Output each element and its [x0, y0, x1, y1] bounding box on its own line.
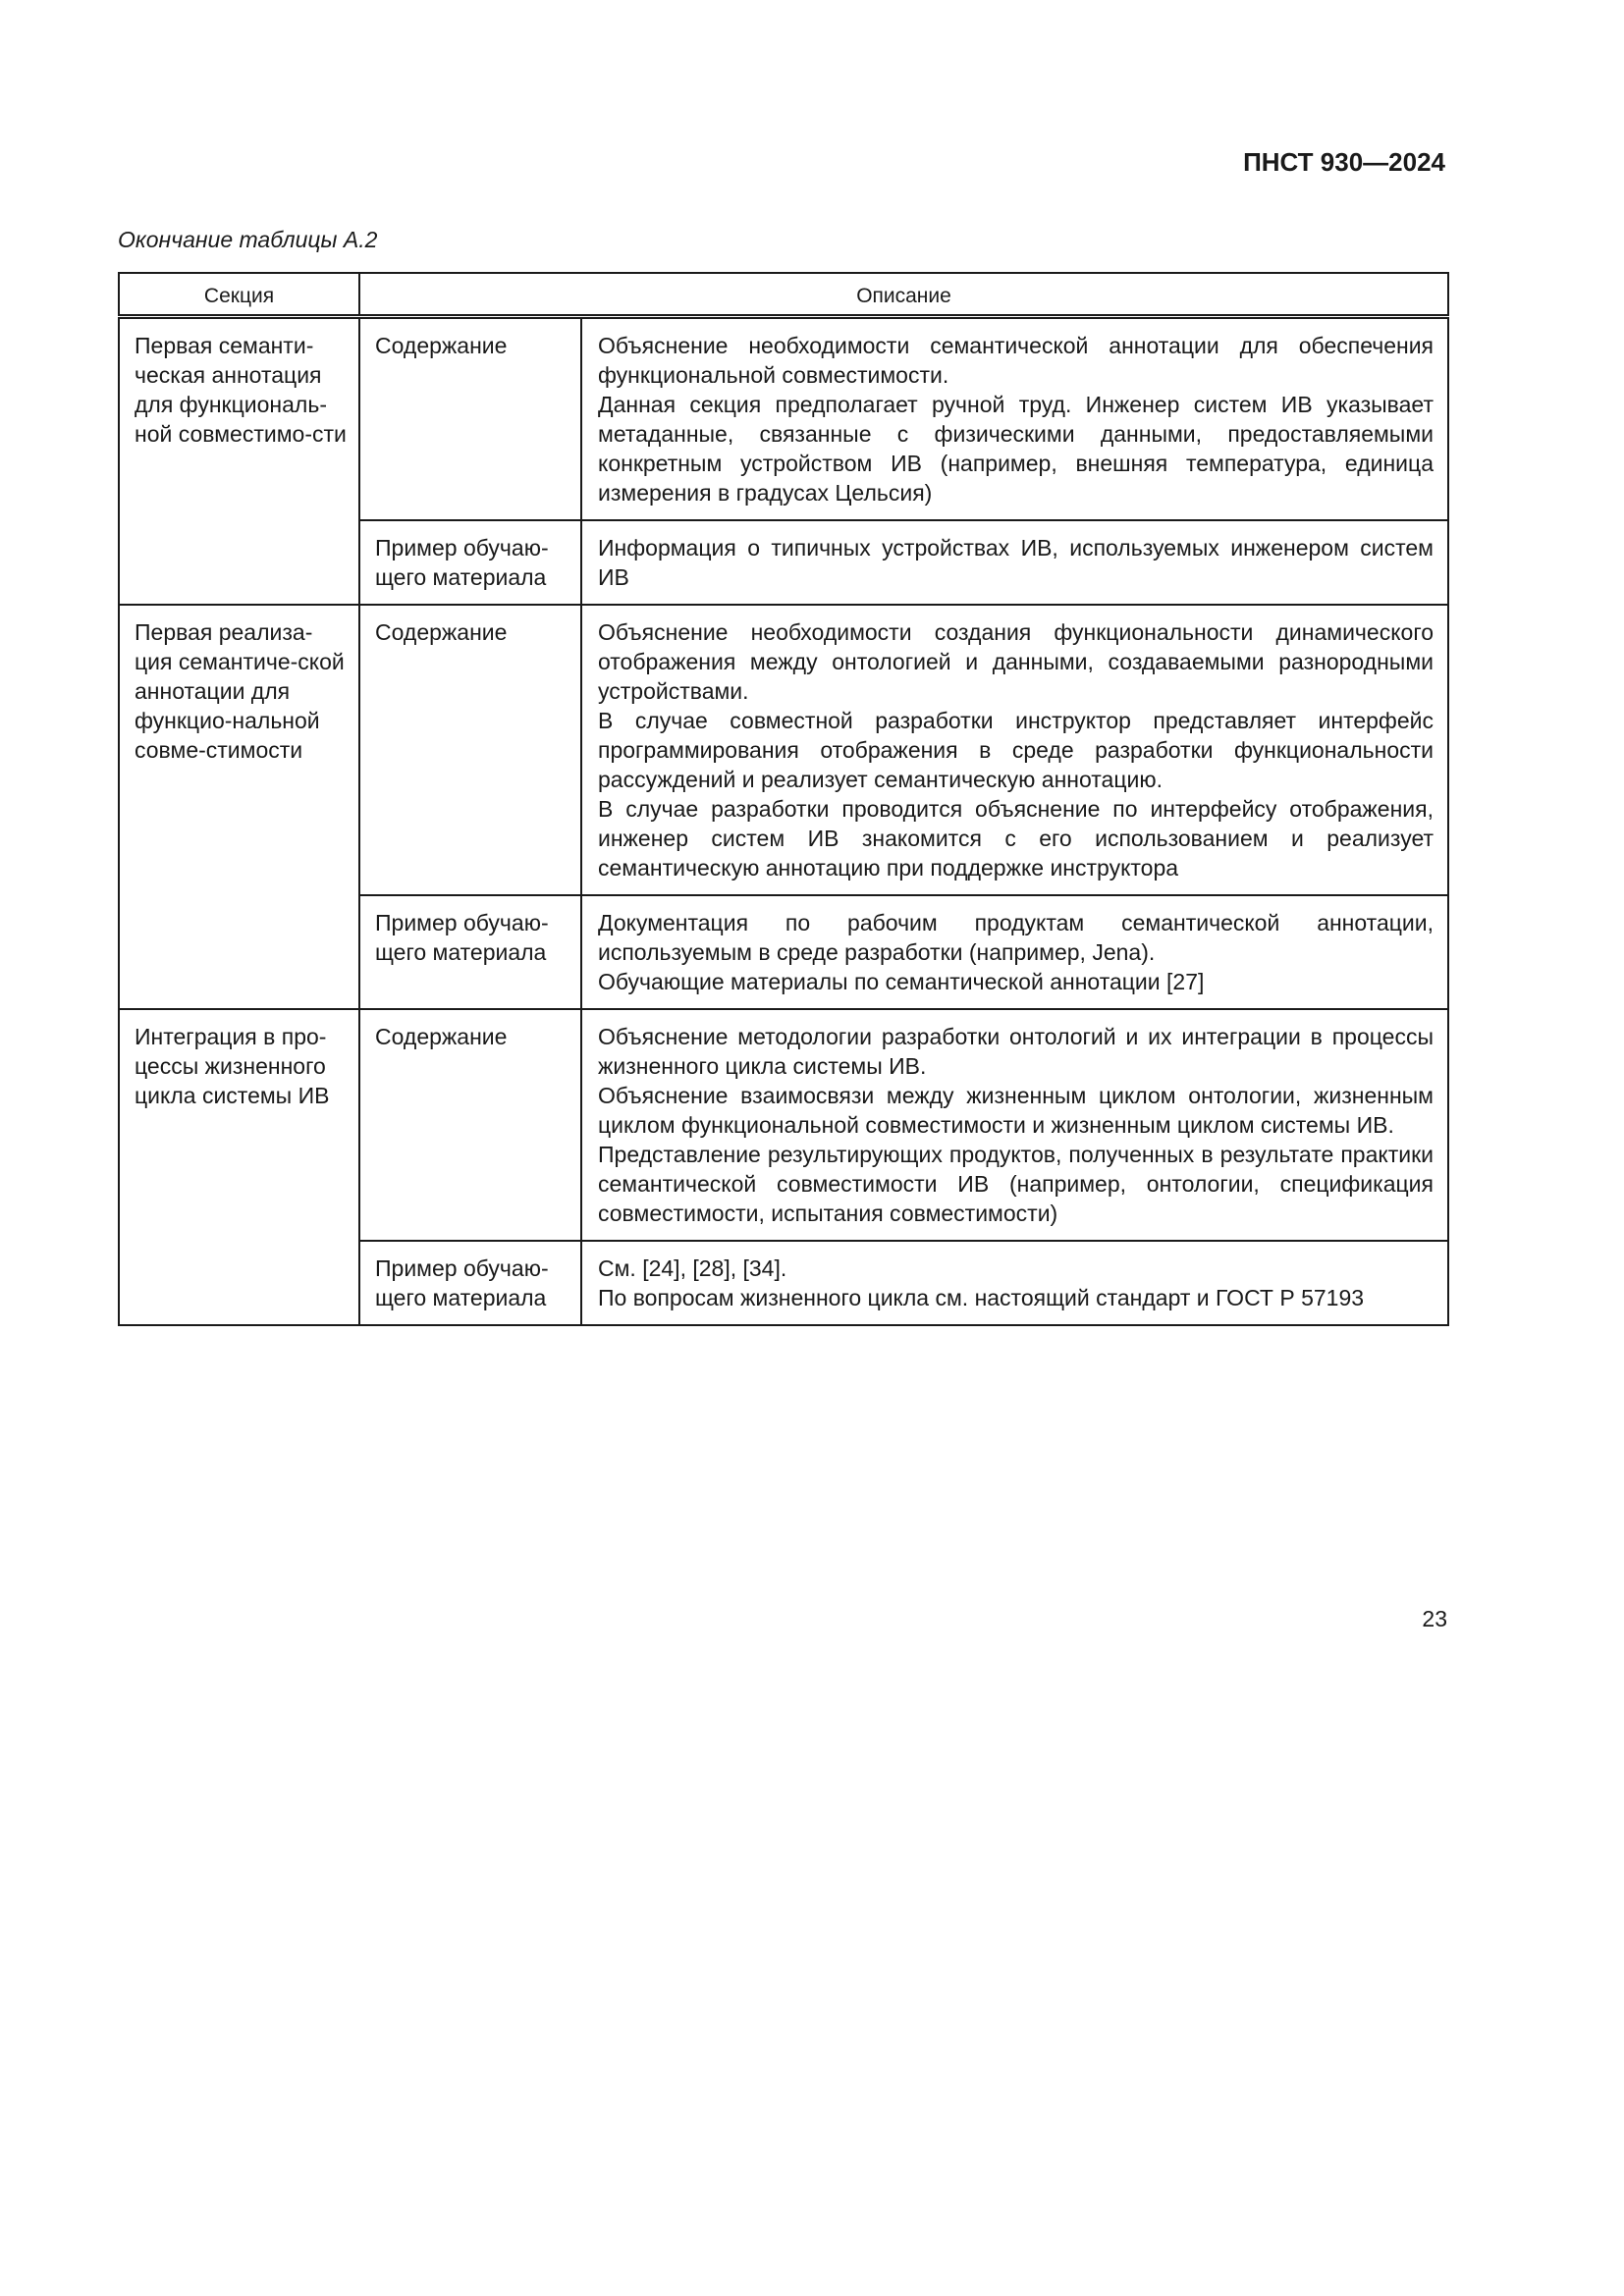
example-label: Пример обучаю-щего материала — [359, 520, 581, 605]
content-text — [581, 605, 1448, 895]
paragraph: См. [24], [28], [34]. — [598, 1255, 787, 1281]
table-row — [119, 605, 1448, 895]
header-section: Секция — [119, 273, 359, 317]
paragraph: Представление результирующих продуктов, полученных в результате практики семантической совместимости ИВ (например, онтологии, спецификация совместимости, испытания совместимости) — [598, 1142, 1434, 1226]
example-label: Пример обучаю-щего материала — [359, 1241, 581, 1325]
paragraph: По вопросам жизненного цикла см. настоящий стандарт и ГОСТ Р 57193 — [598, 1285, 1365, 1310]
paragraph: Информация о типичных устройствах ИВ, используемых инженером систем ИВ — [598, 535, 1434, 590]
section-cell: Первая семанти-ческая аннотация для функциональ-ной совместимо-сти — [119, 317, 359, 606]
table-row — [119, 317, 1448, 521]
table-header-row — [119, 273, 1448, 317]
page-number: 23 — [1422, 1606, 1447, 1631]
paragraph: В случае совместной разработки инструктор представляет интерфейс программирования отображения в среде разработки функциональности рассуждений и реализует семантическую аннотацию. — [598, 708, 1434, 792]
table-caption: Окончание таблицы А.2 — [118, 227, 378, 252]
table-row — [119, 1009, 1448, 1241]
section-cell: Интеграция в про-цессы жизненного цикла системы ИВ — [119, 1009, 359, 1325]
content-text — [581, 317, 1448, 521]
paragraph: Объяснение взаимосвязи между жизненным циклом онтологии, жизненным циклом функциональной совместимости и жизненным циклом системы ИВ. — [598, 1083, 1434, 1138]
example-text — [581, 895, 1448, 1009]
content-label: Содержание — [359, 605, 581, 895]
paragraph: Обучающие материалы по семантической аннотации [27] — [598, 969, 1205, 994]
document-id: ПНСТ 930—2024 — [1243, 147, 1445, 177]
example-text — [581, 520, 1448, 605]
paragraph: Данная секция предполагает ручной труд. Инженер систем ИВ указывает метаданные, связанные с физическими данными, предоставляемыми конкретным устройством ИВ (например, внешняя температура, единица измерения в градусах Цельсия) — [598, 392, 1434, 506]
paragraph: Документация по рабочим продуктам семантической аннотации, используемым в среде разработки (например, Jena). — [598, 910, 1434, 965]
example-label: Пример обучаю-щего материала — [359, 895, 581, 1009]
paragraph: В случае разработки проводится объяснение по интерфейсу отображения, инженер систем ИВ знакомится с его использованием и реализует семантическую аннотацию при поддержке инструктора — [598, 796, 1434, 881]
content-table — [118, 272, 1449, 1326]
paragraph: Объяснение необходимости семантической аннотации для обеспечения функциональной совместимости. — [598, 333, 1434, 388]
content-label: Содержание — [359, 1009, 581, 1241]
header-description: Описание — [359, 273, 1448, 317]
paragraph: Объяснение методологии разработки онтологий и их интеграции в процессы жизненного цикла системы ИВ. — [598, 1024, 1434, 1079]
section-cell: Первая реализа-ция семантиче-ской аннотации для функцио-нальной совме-стимости — [119, 605, 359, 1009]
content-text — [581, 1009, 1448, 1241]
example-text — [581, 1241, 1448, 1325]
content-label: Содержание — [359, 317, 581, 521]
paragraph: Объяснение необходимости создания функциональности динамического отображения между онтологией и данными, создаваемыми разнородными устройствами. — [598, 619, 1434, 704]
